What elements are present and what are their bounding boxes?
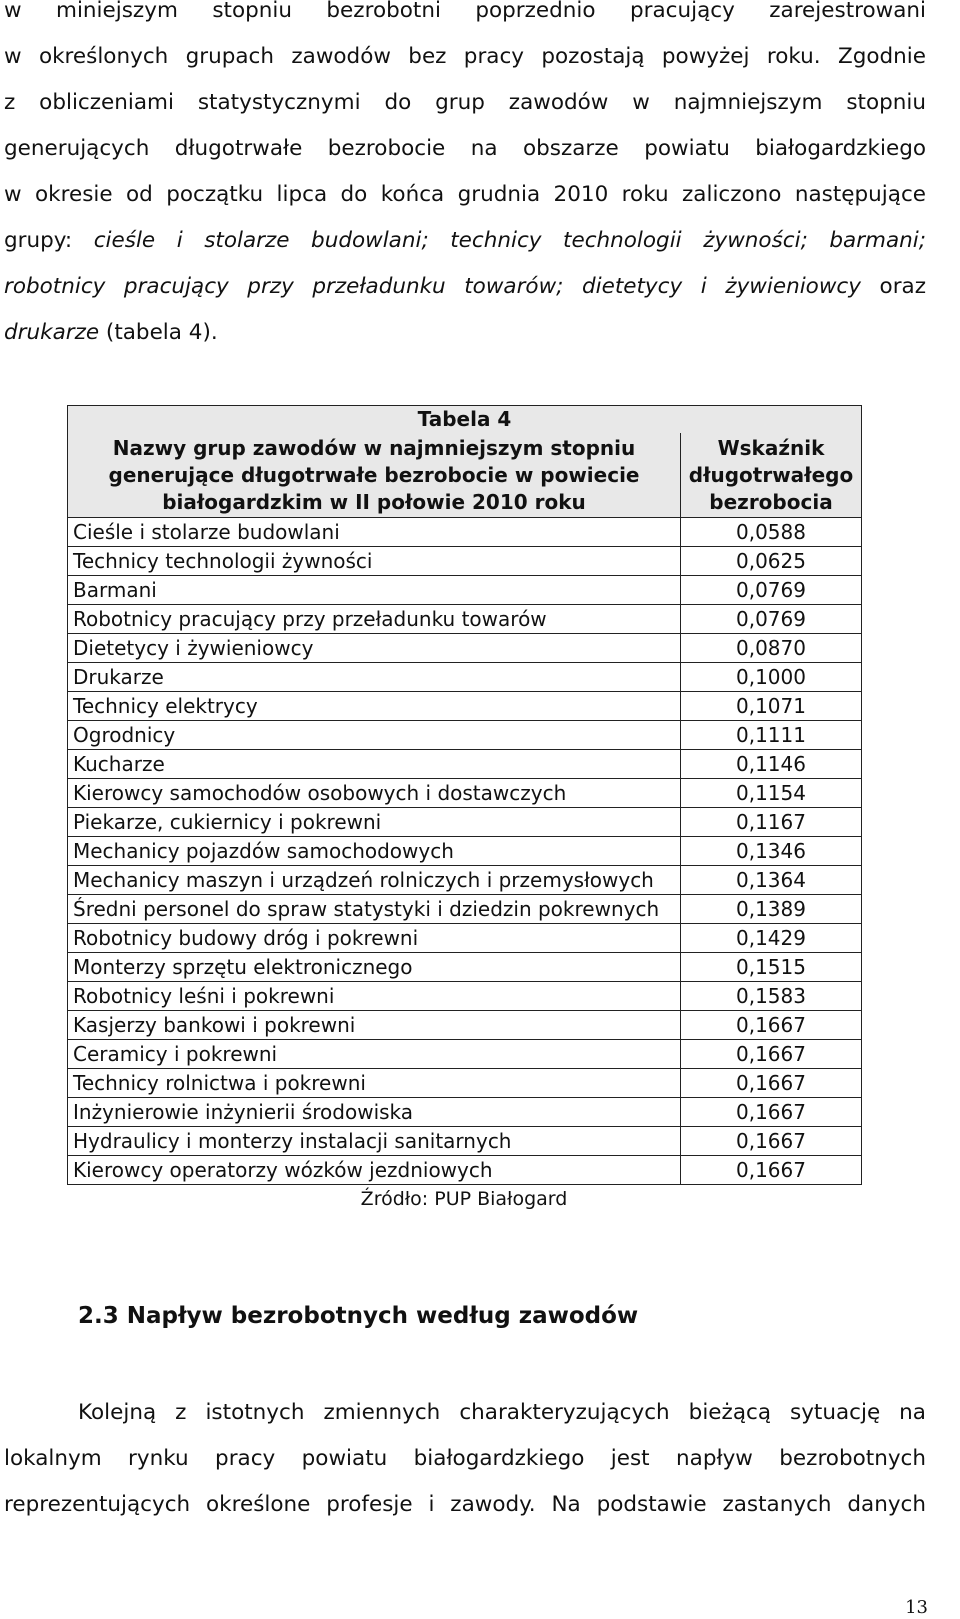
occupation-name: Robotnicy pracujący przy przeładunku towarów — [68, 605, 681, 634]
occupation-name: Dietetycy i żywieniowcy — [68, 634, 681, 663]
index-value: 0,1667 — [681, 1040, 862, 1069]
intro-line: w okresie od początku lipca do końca grudnia 2010 roku zaliczono następujące — [4, 182, 926, 207]
intro-line-6-start: grupy: — [4, 228, 94, 253]
occupation-name: Technicy elektrycy — [68, 692, 681, 721]
occupation-name: Mechanicy maszyn i urządzeń rolniczych i przemysłowych — [68, 866, 681, 895]
occupation-name: Hydraulicy i monterzy instalacji sanitarnych — [68, 1127, 681, 1156]
intro-line-6-italic: cieśle i stolarze budowlani; technicy technologii żywności; barmani; — [93, 228, 926, 253]
occupation-name: Piekarze, cukiernicy i pokrewni — [68, 808, 681, 837]
table-row — [68, 1127, 862, 1156]
table-row — [68, 924, 862, 953]
occupation-name: Ceramicy i pokrewni — [68, 1040, 681, 1069]
index-value: 0,1071 — [681, 692, 862, 721]
table-row — [68, 605, 862, 634]
page-number: 13 — [905, 1597, 928, 1618]
table-row — [68, 895, 862, 924]
index-value: 0,1667 — [681, 1127, 862, 1156]
section-line: lokalnym rynku pracy powiatu białogardzkiego jest napływ bezrobotnych — [4, 1446, 926, 1471]
table-row — [68, 866, 862, 895]
table-source: Źródło: PUP Białogard — [360, 1188, 568, 1210]
index-value: 0,1667 — [681, 1011, 862, 1040]
column-header-index: Wskaźnik długotrwałego bezrobocia — [681, 433, 862, 518]
occupation-name: Technicy technologii żywności — [68, 547, 681, 576]
table-row — [68, 518, 862, 547]
occupation-name: Robotnicy budowy dróg i pokrewni — [68, 924, 681, 953]
table-row — [68, 576, 862, 605]
section-heading: 2.3 Napływ bezrobotnych według zawodów — [78, 1303, 639, 1329]
intro-line-8-end: (tabela 4). — [99, 320, 218, 345]
occupation-name: Cieśle i stolarze budowlani — [68, 518, 681, 547]
index-value: 0,1583 — [681, 982, 862, 1011]
column-header-occupation: Nazwy grup zawodów w najmniejszym stopniu generujące długotrwałe bezrobocie w powiecie białogardzkim w II połowie 2010 roku — [68, 433, 681, 518]
index-value: 0,1429 — [681, 924, 862, 953]
table-row — [68, 1156, 862, 1185]
index-value: 0,1000 — [681, 663, 862, 692]
occupation-name: Kierowcy samochodów osobowych i dostawczych — [68, 779, 681, 808]
index-value: 0,1667 — [681, 1069, 862, 1098]
occupation-name: Technicy rolnictwa i pokrewni — [68, 1069, 681, 1098]
index-value: 0,0625 — [681, 547, 862, 576]
index-value: 0,1515 — [681, 953, 862, 982]
occupation-name: Barmani — [68, 576, 681, 605]
index-value: 0,0588 — [681, 518, 862, 547]
intro-line: generujących długotrwałe bezrobocie na obszarze powiatu białogardzkiego — [4, 136, 926, 161]
occupation-name: Mechanicy pojazdów samochodowych — [68, 837, 681, 866]
index-value: 0,1146 — [681, 750, 862, 779]
occupation-name: Średni personel do spraw statystyki i dziedzin pokrewnych — [68, 895, 681, 924]
intro-line-7-italic: robotnicy pracujący przy przeładunku towarów; dietetycy i żywieniowcy — [4, 274, 861, 299]
occupation-name: Kucharze — [68, 750, 681, 779]
occupation-name: Inżynierowie inżynierii środowiska — [68, 1098, 681, 1127]
index-value: 0,1346 — [681, 837, 862, 866]
occupation-name: Monterzy sprzętu elektronicznego — [68, 953, 681, 982]
intro-line-7 — [4, 264, 926, 310]
section-line: reprezentujących określone profesje i zawody. Na podstawie zastanych danych — [4, 1492, 926, 1517]
index-value: 0,1167 — [681, 808, 862, 837]
table-row — [68, 837, 862, 866]
table-row — [68, 982, 862, 1011]
intro-line-7-end: oraz — [860, 274, 926, 299]
occupation-name: Robotnicy leśni i pokrewni — [68, 982, 681, 1011]
table-row — [68, 634, 862, 663]
table-row — [68, 1069, 862, 1098]
table-caption: Tabela 4 — [68, 406, 862, 434]
intro-line-8 — [4, 310, 926, 356]
table-header-row — [68, 433, 862, 518]
table-row — [68, 547, 862, 576]
index-value: 0,1389 — [681, 895, 862, 924]
table-caption-row — [68, 406, 862, 434]
index-value: 0,1111 — [681, 721, 862, 750]
intro-line: z obliczeniami statystycznymi do grup zawodów w najmniejszym stopniu — [4, 90, 926, 115]
section-line: Kolejną z istotnych zmiennych charakteryzujących bieżącą sytuację na — [78, 1400, 926, 1425]
section-paragraph — [4, 1390, 926, 1528]
table-row — [68, 1040, 862, 1069]
index-value: 0,0769 — [681, 605, 862, 634]
table-row — [68, 1011, 862, 1040]
table-4 — [67, 405, 862, 1185]
index-value: 0,0870 — [681, 634, 862, 663]
table-row — [68, 953, 862, 982]
occupation-name: Drukarze — [68, 663, 681, 692]
intro-line-8-italic: drukarze — [4, 320, 100, 345]
table-row — [68, 808, 862, 837]
index-value: 0,1154 — [681, 779, 862, 808]
table-body — [68, 518, 862, 1185]
occupation-name: Ogrodnicy — [68, 721, 681, 750]
table-row — [68, 721, 862, 750]
intro-line: w określonych grupach zawodów bez pracy pozostają powyżej roku. Zgodnie — [4, 44, 926, 69]
table-row — [68, 1098, 862, 1127]
index-value: 0,0769 — [681, 576, 862, 605]
intro-line-6 — [4, 218, 926, 264]
table-row — [68, 779, 862, 808]
index-value: 0,1667 — [681, 1098, 862, 1127]
table-row — [68, 692, 862, 721]
table-row — [68, 663, 862, 692]
occupation-name: Kasjerzy bankowi i pokrewni — [68, 1011, 681, 1040]
index-value: 0,1364 — [681, 866, 862, 895]
intro-line: w miniejszym stopniu bezrobotni poprzednio pracujący zarejestrowani — [4, 0, 926, 23]
table-row — [68, 750, 862, 779]
intro-paragraph — [4, 0, 926, 356]
index-value: 0,1667 — [681, 1156, 862, 1185]
occupation-name: Kierowcy operatorzy wózków jezdniowych — [68, 1156, 681, 1185]
